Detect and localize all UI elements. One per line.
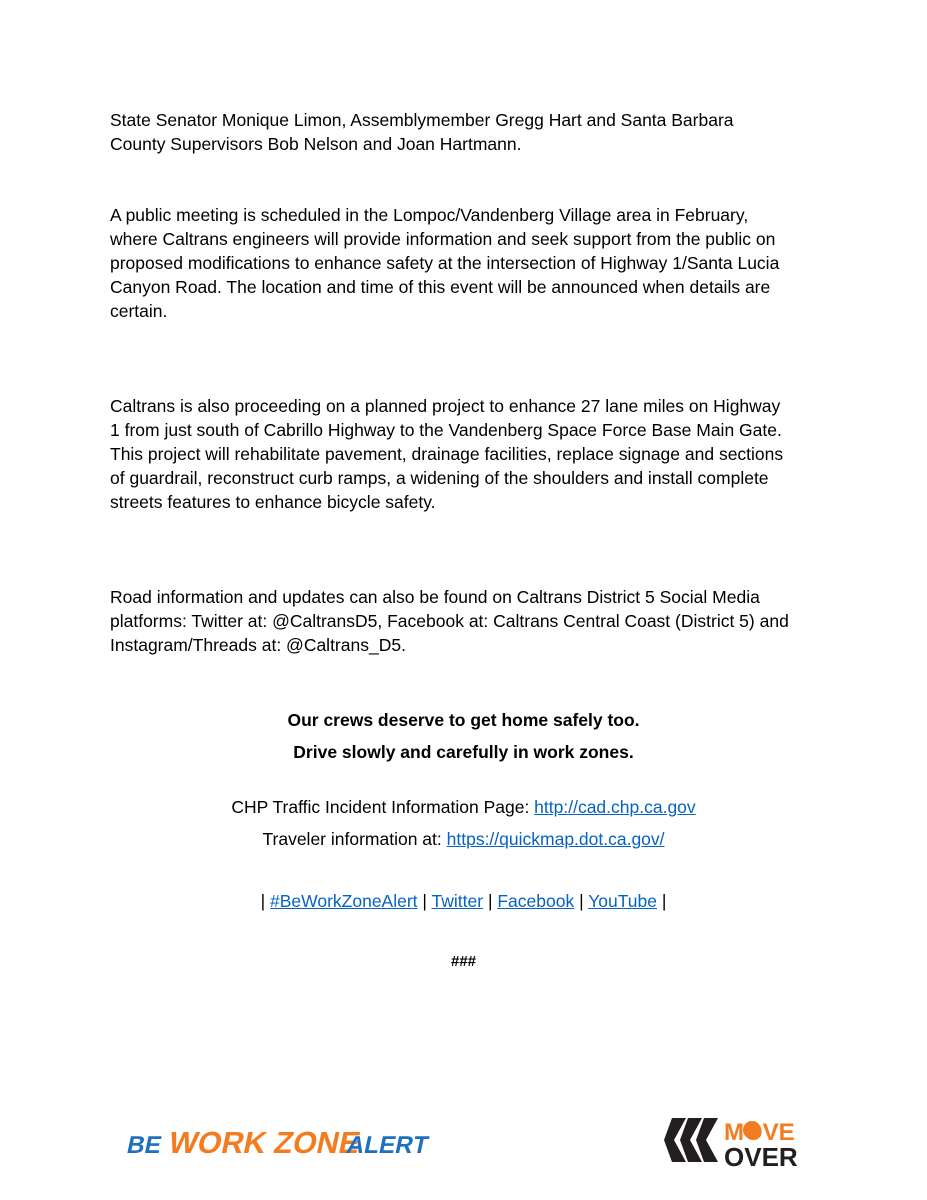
chp-info-line (0, 795, 927, 819)
logo-work-zone-text: WORK ZONE (165, 1125, 364, 1160)
twitter-link[interactable]: Twitter (431, 891, 484, 911)
slogan-line-2: Drive slowly and carefully in work zones. (293, 742, 634, 762)
text-line: Instagram/Threads at: @Caltrans_D5. (110, 635, 406, 655)
text-line: Canyon Road. The location and time of this event will be announced when details are (110, 277, 771, 297)
traveler-label: Traveler information at: (262, 829, 447, 849)
text-line: where Caltrans engineers will provide information and seek support from the public on (110, 229, 776, 249)
separator: | (661, 891, 667, 911)
text-line: State Senator Monique Limon, Assemblymember Gregg Hart and Santa Barbara (110, 110, 734, 130)
paragraph-social-media (110, 585, 830, 657)
slogan-line-1: Our crews deserve to get home safely too. (287, 710, 640, 730)
text-line: streets features to enhance bicycle safety. (110, 492, 436, 512)
logo-alert-text: ALERT (344, 1132, 431, 1159)
quickmap-link[interactable]: https://quickmap.dot.ca.gov/ (446, 829, 665, 849)
text-line: of guardrail, reconstruct curb ramps, a widening of the shoulders and install complete (110, 468, 769, 488)
facebook-link[interactable]: Facebook (497, 891, 575, 911)
separator: | (487, 891, 493, 911)
end-mark: ### (450, 953, 477, 970)
be-work-zone-alert-logo (110, 1124, 440, 1160)
paragraph-officials (110, 108, 830, 156)
text-line: Road information and updates can also be found on Caltrans District 5 Social Media (110, 587, 760, 607)
logo-over-text: OVER (724, 1142, 798, 1170)
text-line: This project will rehabilitate pavement, drainage facilities, replace signage and sections (110, 444, 784, 464)
chp-label: CHP Traffic Incident Information Page: (231, 797, 535, 817)
chp-link[interactable]: http://cad.chp.ca.gov (534, 797, 696, 817)
text-line: A public meeting is scheduled in the Lompoc/Vandenberg Village area in February, (110, 205, 749, 225)
text-line: Caltrans is also proceeding on a planned project to enhance 27 lane miles on Highway (110, 396, 781, 416)
youtube-link[interactable]: YouTube (588, 891, 657, 911)
move-over-logo (662, 1110, 822, 1170)
logo-move-text: MOVE (724, 1119, 795, 1146)
text-line: County Supervisors Bob Nelson and Joan Hartmann. (110, 134, 522, 154)
paragraph-project (110, 394, 830, 514)
traveler-info-line (0, 827, 927, 851)
separator: | (260, 891, 266, 911)
chevrons-icon (664, 1118, 718, 1162)
social-links (0, 889, 927, 913)
logo-be-text: BE (124, 1132, 164, 1159)
separator: | (422, 891, 427, 911)
text-line: 1 from just south of Cabrillo Highway to the Vandenberg Space Force Base Main Gate. (110, 420, 782, 440)
text-line: certain. (110, 301, 168, 321)
text-line: platforms: Twitter at: @CaltransD5, Facebook at: Caltrans Central Coast (District 5) and (110, 611, 789, 631)
hashtag-link[interactable]: #BeWorkZoneAlert (270, 891, 418, 911)
text-line: proposed modifications to enhance safety at the intersection of Highway 1/Santa Lucia (110, 253, 780, 273)
paragraph-public-meeting (110, 203, 830, 323)
separator: | (579, 891, 584, 911)
